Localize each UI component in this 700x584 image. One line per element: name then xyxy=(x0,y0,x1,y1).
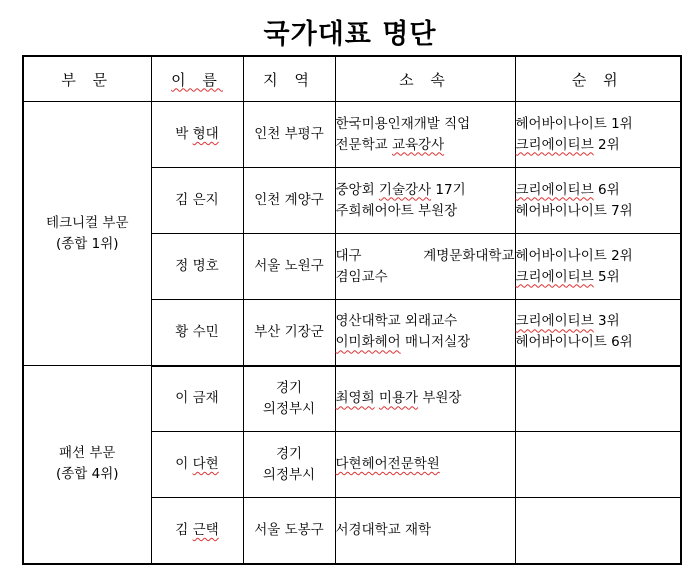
member-affiliation: 중앙회 기술강사 17기 주희헤어아트 부원장 xyxy=(335,168,515,234)
member-name: 이 다현 xyxy=(151,432,243,498)
header-name: 이 름 xyxy=(151,56,243,102)
member-affiliation: 한국미용인재개발 직업 전문학교 교육강사 xyxy=(335,102,515,168)
member-rank xyxy=(515,432,681,498)
member-region: 서울 노원구 xyxy=(243,234,335,300)
member-affiliation: 영산대학교 외래교수 이미화헤어 매니저실장 xyxy=(335,300,515,366)
member-affiliation: 대구 계명문화대학교 겸임교수 xyxy=(335,234,515,300)
division-cell: 패션 부문 (종합 4위) xyxy=(23,366,151,564)
member-affiliation: 서경대학교 재학 xyxy=(335,498,515,564)
table-row xyxy=(23,366,681,432)
member-name: 황 수민 xyxy=(151,300,243,366)
member-name: 김 근택 xyxy=(151,498,243,564)
member-region: 경기 의정부시 xyxy=(243,432,335,498)
member-rank xyxy=(515,366,681,432)
member-region: 서울 도봉구 xyxy=(243,498,335,564)
member-name: 김 은지 xyxy=(151,168,243,234)
member-rank xyxy=(515,498,681,564)
member-rank: 헤어바이나이트 2위 크리에이티브 5위 xyxy=(515,234,681,300)
member-region: 부산 기장군 xyxy=(243,300,335,366)
header-region: 지 역 xyxy=(243,56,335,102)
member-affiliation: 다현헤어전문학원 xyxy=(335,432,515,498)
header-division: 부 문 xyxy=(23,56,151,102)
member-name: 이 금재 xyxy=(151,366,243,432)
division-cell: 테크니컬 부문 (종합 1위) xyxy=(23,102,151,366)
header-rank: 순 위 xyxy=(515,56,681,102)
member-name: 박 형대 xyxy=(151,102,243,168)
page-title: 국가대표 명단 xyxy=(263,19,437,50)
member-region: 인천 부평구 xyxy=(243,102,335,168)
member-name: 정 명호 xyxy=(151,234,243,300)
member-region: 경기 의정부시 xyxy=(243,366,335,432)
member-rank: 헤어바이나이트 1위 크리에이티브 2위 xyxy=(515,102,681,168)
member-region: 인천 계양구 xyxy=(243,168,335,234)
header-row xyxy=(23,56,681,102)
member-affiliation: 최영희 미용가 부원장 xyxy=(335,366,515,432)
table-row xyxy=(23,102,681,168)
member-rank: 크리에이티브 3위 헤어바이나이트 6위 xyxy=(515,300,681,366)
roster-table xyxy=(22,55,682,565)
header-affiliation: 소 속 xyxy=(335,56,515,102)
member-rank: 크리에이티브 6위 헤어바이나이트 7위 xyxy=(515,168,681,234)
